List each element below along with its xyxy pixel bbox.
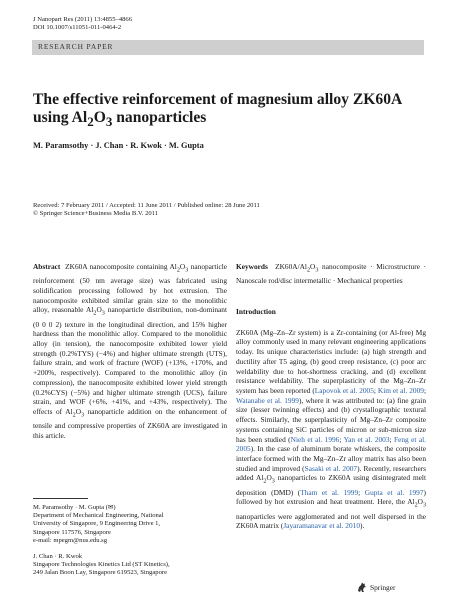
citation-link[interactable]: Gupta et al. 1997	[364, 487, 424, 497]
affiliation-1-names: M. Paramsothy · M. Gupta (✉)	[33, 504, 116, 511]
citation-link[interactable]: Kim et al. 2009	[377, 385, 424, 395]
section-banner	[32, 40, 424, 55]
copyright-line: © Springer Science+Business Media B.V. 2011	[33, 210, 159, 218]
abstract-label: Abstract	[33, 262, 61, 271]
author-list: M. Paramsothy · J. Chan · R. Kwok · M. Gupta	[33, 141, 204, 150]
section-label: RESEARCH PAPER	[38, 42, 114, 51]
citation-link[interactable]: Yan et al. 2003	[343, 434, 390, 444]
introduction-heading: Introduction	[236, 306, 276, 316]
citation-link[interactable]: Jayaramanavar et al. 2010	[283, 521, 360, 531]
publisher-footer	[356, 581, 395, 593]
doi: DOI 10.1007/s11051-011-0464-2	[33, 24, 122, 32]
journal-header	[33, 16, 132, 33]
keywords-label: Keywords	[236, 262, 268, 271]
springer-horse-icon	[356, 581, 368, 593]
footnote-rule	[33, 498, 88, 499]
keywords: Keywords $ZK60A/Al_2O_3$ nanocomposite · Microstructure · Nanoscale rod/disc intermetallic · Mechanical properties	[236, 262, 427, 286]
publisher-name: Springer	[370, 582, 396, 592]
author-email[interactable]: e-mail: mpegm@nus.edu.sg	[33, 536, 108, 544]
citation-link[interactable]: Sasaki et al. 2007	[304, 463, 358, 473]
publication-dates	[33, 202, 260, 219]
abstract: Abstract ZK60A nanocomposite containing $Al_2O_3$ nanoparticle reinforcement (50 nm average size) was fabricated using solidification processing followed by hot extrusion. The nanocomposite exhibited similar grain size to the monolithic alloy, reasonable $Al_2O_3$ nanoparticle distribution, non-dominant (0 0 0 2) texture in the longitudinal direction, and 15% higher hardness than the monolithic alloy. Compared to the monolithic alloy (in tension), the nanocomposite exhibited lower yield strength (0.2%TYS) (−4%) and higher ultimate strength (UTS), failure strain, and work of fracture (WOF) (+13%, +170%, and +200%, respectively). Compared to the monolithic alloy (in compression), the nanocomposite exhibited lower yield strength (0.2%CYS) (−5%) and higher ultimate strength (UCS), failure strain, and WOF (+6%, +41%, and +43%, respectively). The effects of $Al_2O_3$ nanoparticle addition on the enhancement of tensile and compressive properties of ZK60A are investigated in this article.	[33, 262, 228, 440]
right-column	[236, 262, 426, 531]
journal-citation: J Nanopart Res (2011) 13:4855–4866	[33, 16, 133, 23]
article-title: The effective reinforcement of magnesium alloy ZK60A using $Al_2O_3$ nanoparticles	[33, 91, 402, 129]
received-line: Received: 7 February 2011 / Accepted: 11 June 2011 / Published online: 28 June 2011	[33, 202, 260, 209]
citation-link[interactable]: Tham et al. 1999	[300, 487, 359, 497]
introduction-text: ZK60A (Mg–Zn–Zr system) is a Zr-containing (or Al-free) Mg alloy commonly used in many relevant engineering applications today. Its unique characteristics include: (a) high strength and ductility after T5 aging, (b) good creep resistance, (c) poor arc weldability due to hot-shortness cracking, and (d) excellent resistance weldability. The superplasticity of the Mg–Zn–Zr system has been reported (Lapovok et al. 2005; Kim et al. 2009; Watanabe et al. 1999), where it was attributed to: (a) fine grain size (lesser twinning effects) and (b) crystallographic textural effects. Similarly, the superplasticity of Mg–Zn–Zr composite systems containing SiC particles of micron or sub-micron size has been studied (Nieh et al. 1996; Yan et al. 2003; Feng et al. 2005). In the case of aluminum borate whiskers, the composite interface formed with the Mg–Zn–Zr alloy matrix has also been studied and improved (Sasaki et al. 2007). Recently, researchers added $Al_2O_3$ nanoparticles to ZK60A using disintegrated melt deposition (DMD) (Tham et al. 1999; Gupta et al. 1997) followed by hot extrusion and heat treatment. Here, the $Al_2O_3$ nanoparticles were agglomerated and not well dispersed in the ZK60A matrix (Jayaramanavar et al. 2010).	[236, 327, 427, 531]
affiliation-2-names: J. Chan · R. Kwok	[33, 553, 83, 561]
citation-link[interactable]: Feng et al. 2005	[236, 434, 426, 454]
citation-link[interactable]: Lapovok et al. 2005	[314, 385, 374, 395]
citation-link[interactable]: Nieh et al. 1996	[290, 434, 340, 444]
citation-link[interactable]: Watanabe et al. 1999	[236, 395, 299, 405]
author-affiliations: M. Paramsothy · M. Gupta (✉) Department of Mechanical Engineering, National University of Singapore, 9 Engineering Drive 1, Singapore 117576, Singapore e-mail: mpegm@nus.edu.sg J. Chan · R. Kwok Singapore Technologies Kinetics Ltd (ST Kinetics), 249 Jalan Boon Lay, Singapore 619523, Singapore	[33, 504, 233, 578]
